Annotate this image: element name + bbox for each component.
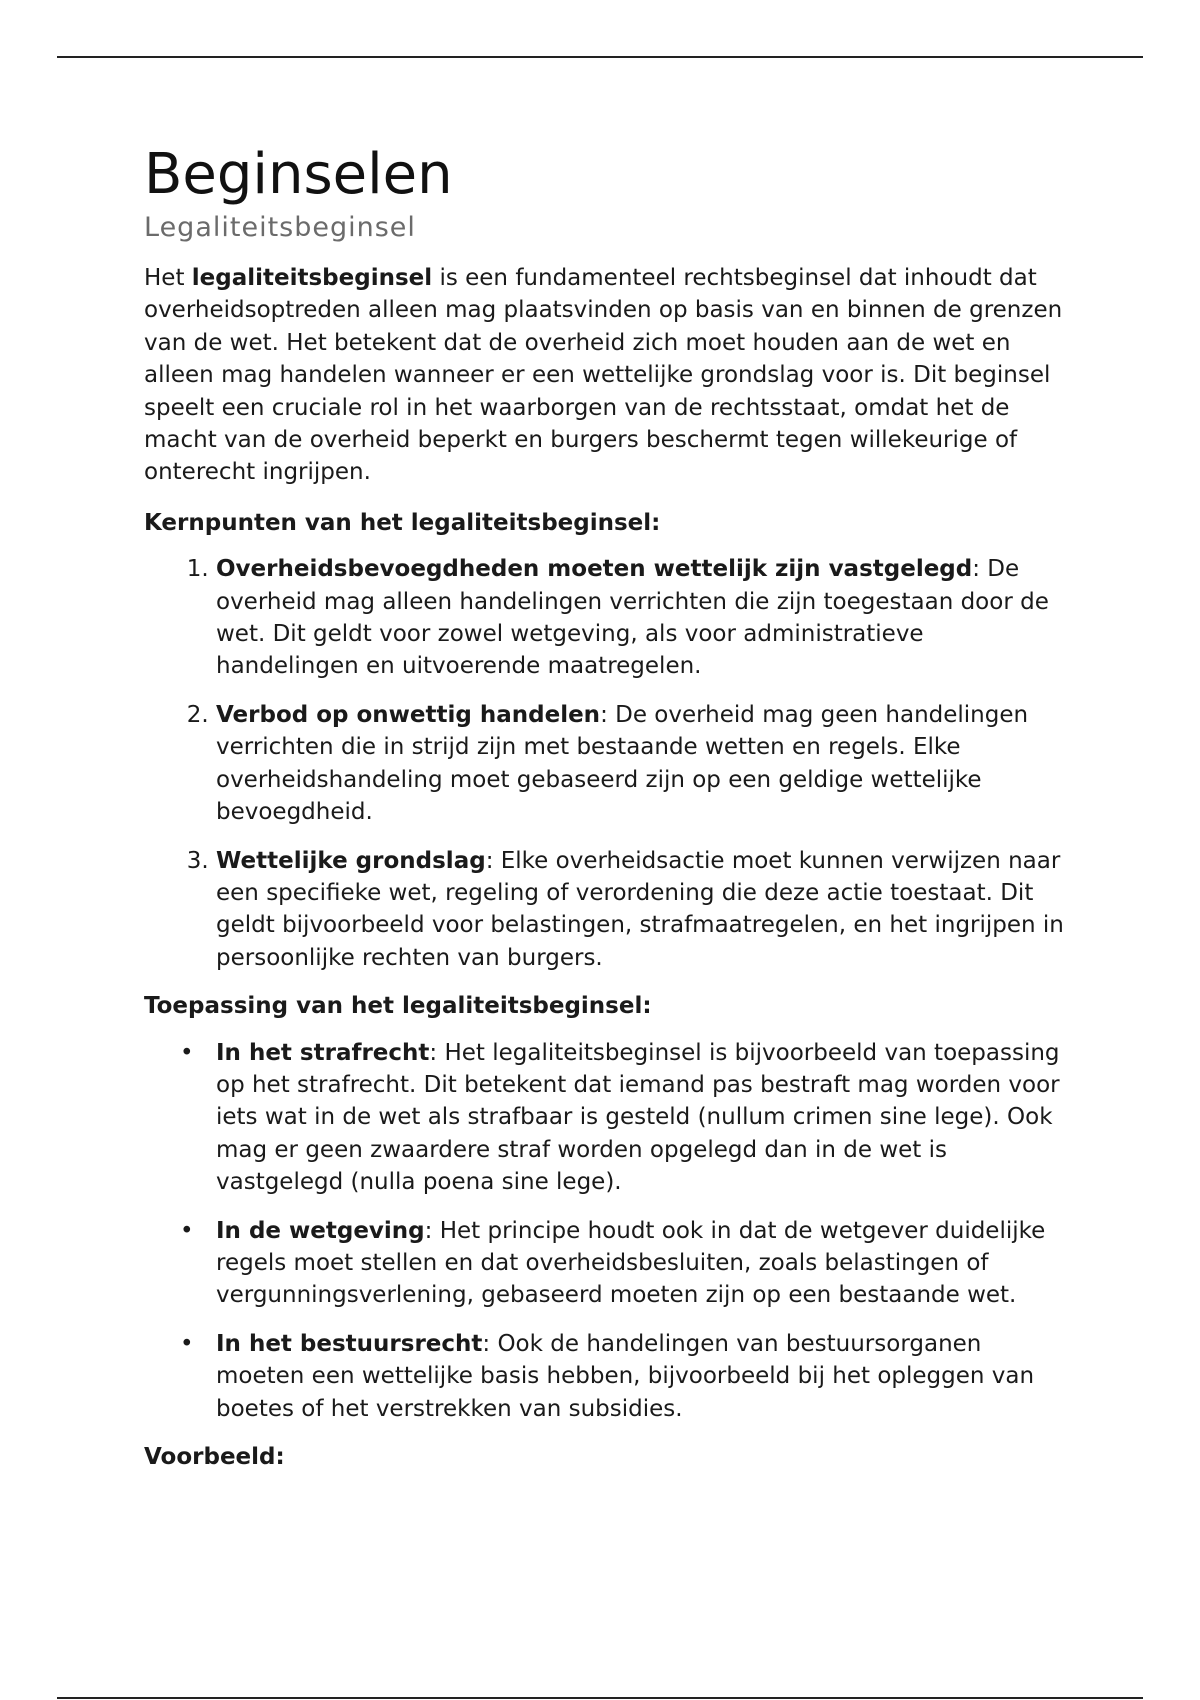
list-item-term: Wettelijke grondslag [216, 847, 486, 874]
list-item-text: : De overheid mag alleen handelingen verrichten die zijn toegestaan door de wet. Dit geldt voor zowel wetgeving, als voor administratieve handelingen en uitvoerende maatregelen. [216, 556, 1049, 680]
page-title: Beginselen [144, 142, 453, 207]
list-item [180, 1215, 1064, 1312]
page-subtitle: Legaliteitsbeginsel [144, 212, 416, 243]
list-item [216, 553, 1064, 683]
list-item-term: Overheidsbevoegdheden moeten wettelijk zijn vastgelegd [216, 556, 973, 583]
toepassing-list [144, 1037, 1064, 1425]
bullet-icon: • [180, 1330, 194, 1357]
list-item-term: In het bestuursrecht [216, 1330, 483, 1357]
intro-text: is een fundamenteel rechtsbeginsel dat inhoudt dat overheidsoptreden alleen mag plaatsvinden op basis van en binnen de grenzen van de wet. Het betekent dat de overheid zich moet houden aan de wet en alleen mag handelen wanneer er een wettelijke grondslag voor is. Dit beginsel speelt een cruciale rol in het waarborgen van de rechtsstaat, omdat het de macht van de overheid beperkt en burgers beschermt tegen willekeurige of onterecht ingrijpen. [144, 265, 1063, 486]
list-item-text: : De overheid mag geen handelingen verrichten die in strijd zijn met bestaande wetten en regels. Elke overheidshandeling moet gebaseerd zijn op een geldige wettelijke bevoegdheid. [216, 701, 1029, 826]
intro-prefix: Het [144, 265, 192, 291]
voorbeeld-heading: Voorbeeld: [144, 1444, 285, 1470]
bottom-rule [57, 1697, 1143, 1699]
bullet-icon: • [180, 1039, 194, 1066]
list-item-text: : Het principe houdt ook in dat de wetgever duidelijke regels moet stellen en dat overheidsbesluiten, zoals belastingen of vergunningsverlening, gebaseerd moeten zijn op een bestaande wet. [216, 1217, 1046, 1309]
bullet-icon: • [180, 1217, 194, 1244]
list-item-term: In het strafrecht [216, 1039, 430, 1066]
list-item-text: : Elke overheidsactie moet kunnen verwijzen naar een specifieke wet, regeling of verordening die deze actie toestaat. Dit geldt bijvoorbeeld voor belastingen, strafmaatregelen, en het ingrijpen in persoonlijke rechten van burgers. [216, 847, 1064, 971]
page-content [144, 140, 1064, 1487]
kernpunten-list [144, 553, 1064, 974]
top-rule [57, 56, 1143, 58]
list-item-term: Verbod op onwettig handelen [216, 701, 601, 728]
toepassing-heading: Toepassing van het legaliteitsbeginsel: [144, 993, 652, 1020]
intro-paragraph [144, 262, 1064, 489]
list-item-text: : Het legaliteitsbeginsel is bijvoorbeeld van toepassing op het strafrecht. Dit betekent dat iemand pas bestraft mag worden voor iets wat in de wet als strafbaar is gesteld (nullum crimen sine lege). Ook mag er geen zwaardere straf worden opgelegd dan in de wet is vastgelegd (nulla poena sine lege). [216, 1039, 1060, 1196]
kernpunten-heading: Kernpunten van het legaliteitsbeginsel: [144, 509, 661, 536]
list-item [180, 1328, 1064, 1425]
list-item-text: : Ook de handelingen van bestuursorganen moeten een wettelijke basis hebben, bijvoorbeeld bij het opleggen van boetes of het verstrekken van subsidies. [216, 1330, 1035, 1422]
list-item-term: In de wetgeving [216, 1217, 425, 1244]
list-item [216, 699, 1064, 829]
intro-bold-term: legaliteitsbeginsel [191, 265, 433, 291]
list-item [216, 845, 1064, 975]
list-item [180, 1037, 1064, 1199]
